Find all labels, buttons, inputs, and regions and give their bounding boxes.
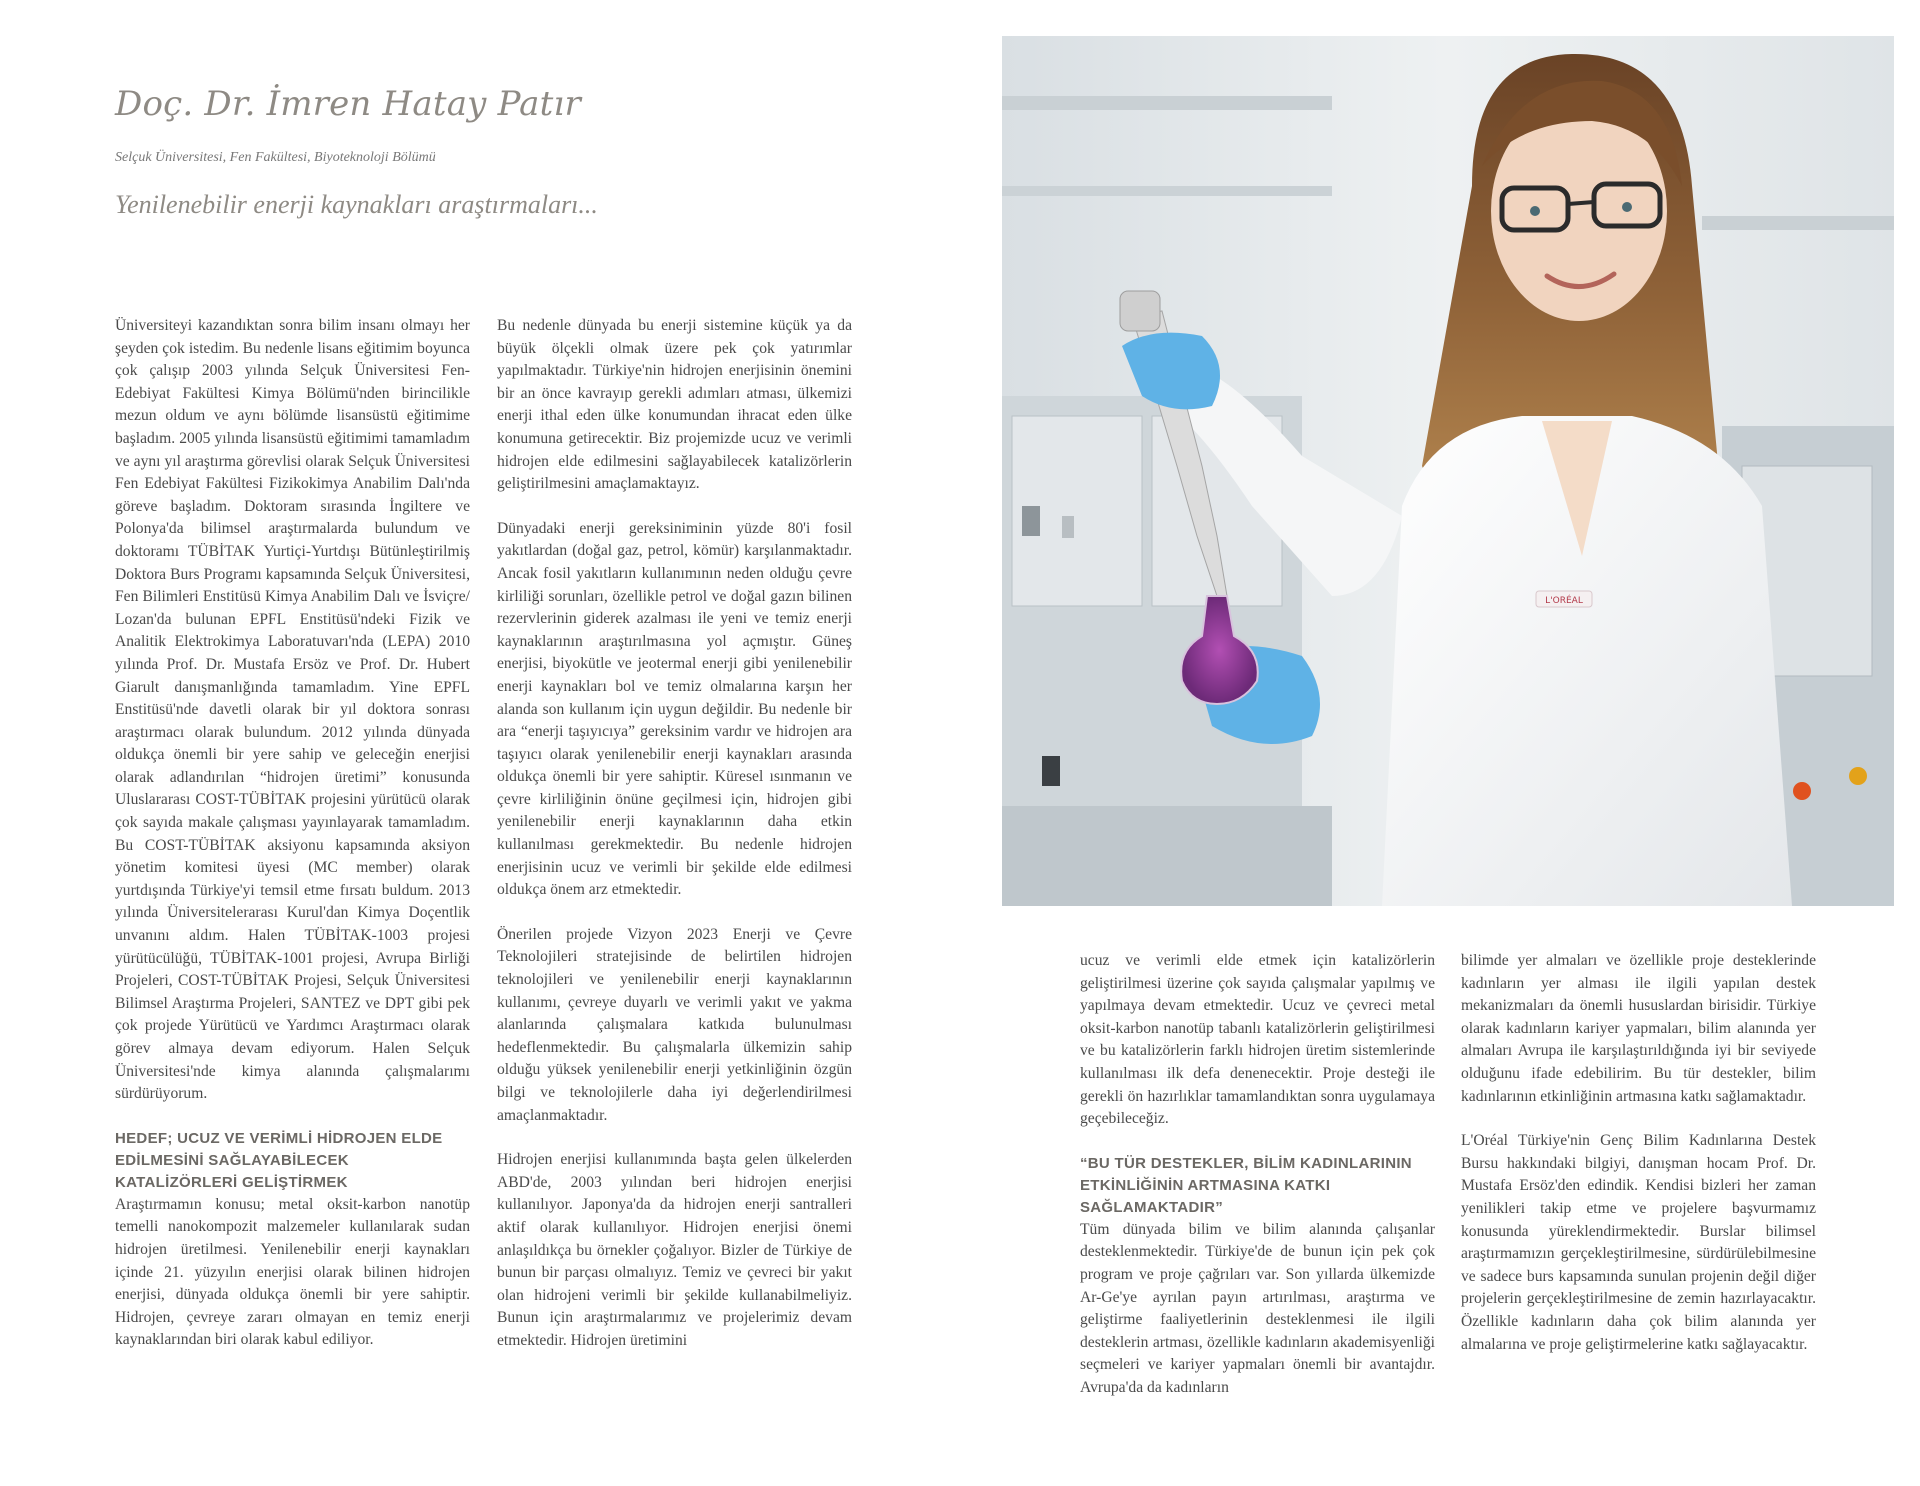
- text-column-2: [497, 315, 852, 1353]
- paragraph: Üniversiteyi kazandıktan sonra bilim insanı olmayı her şeyden çok istedim. Bu nedenle lisans eğitimim boyunca çok çalışıp 2003 yılında Selçuk Üniversitesi Fen-Edebiyat Fakültesi Kimya Bölümü'nden birincilikle mezun oldum ve aynı bölümde lisansüstü eğitimime başladım. 2005 yılında lisansüstü eğitimimi tamamladım ve aynı yıl araştırma görevlisi olarak Selçuk Üniversitesi Fen Edebiyat Fakültesi Fizikokimya Anabilim Dalı'nda göreve başladım. Doktoram sırasında İngiltere ve Polonya'da bilimsel araştırmalarda bulundum ve doktoramı TÜBİTAK Yurtiçi-Yurtdışı Bütünleştirilmiş Doktora Burs Programı kapsamında Selçuk Üniversitesi, Fen Bilimleri Enstitüsü Kimya Anabilim Dalı ve İsviçre/ Lozan'da bulunan EPFL Enstitüsü'ndeki Fizik ve Analitik Elektrokimya Laboratuvarı'nda (LEPA) 2010 yılında Prof. Dr. Mustafa Ersöz ve Prof. Dr. Hubert Giarult danışmanlığında tamamladım. Yine EPFL Enstitüsü'nde davetli olarak bir yıl doktora sonrası araştırmacı olarak bulundum. 2012 yılında dünyada oldukça önemli bir yere sahip ve geleceğin enerjisi olarak adlandırılan “hidrojen üretimi” konusunda Uluslararası COST-TÜBİTAK projesini yürütücü olarak çok sayıda makale çalışması yayınlayarak tamamladım. Bu COST-TÜBİTAK aksiyonu kapsamında aksiyon yönetim komitesi üyesi (MC member) olarak yurtdışında Türkiye'yi temsil etme fırsatı buldum. 2013 yılında Üniversitelerarası Kurul'dan Kimya Doçentlik unvanını aldım. Halen TÜBİTAK-1003 projesi yürütücülüğü, TÜBİTAK-1001 projesi, Avrupa Birliği Projeleri, COST-TÜBİTAK Projesi, Selçuk Üniversitesi Bilimsel Araştırma Projeleri, SANTEZ ve DPT gibi pek çok projede Yürütücü ve Yardımcı Araştırmacı olarak görev almaya devam ediyorum. Halen Selçuk Üniversitesi'nde kimya alanında çalışmalarımı sürdürüyorum.: [115, 317, 470, 1103]
- section-heading: “BU TÜR DESTEKLER, BİLİM KADINLARININ ETKİNLİĞİNİN ARTMASINA KATKI SAĞLAMAKTADIR”: [1080, 1154, 1412, 1216]
- article-subtitle: Yenilenebilir enerji kaynakları araştırmaları...: [115, 190, 598, 219]
- text-column-4: [1461, 950, 1816, 1356]
- paragraph: Önerilen projede Vizyon 2023 Enerji ve Çevre Teknolojileri stratejisinde de belirtilen hidrojen teknolojileri ve yenilenebilir enerji kaynaklarının kullanımı, çevreye duyarlı ve verimli yakıt ve yakma alanlarında çalışmalara katkıda bulunulması hedeflenmektedir. Bu çalışmalarla ülkemizin sahip olduğu yüksek yenilenebilir enerji yetkinliğinin özgün bilgi ve teknolojilerle daha iyi değerlendirilmesi amaçlanmaktadır.: [497, 925, 852, 1124]
- article-title: Doç. Dr. İmren Hatay Patır: [115, 84, 582, 124]
- text-column-1: [115, 315, 470, 1352]
- paragraph: L'Oréal Türkiye'nin Genç Bilim Kadınlarına Destek Bursu hakkındaki bilgiyi, danışman hocam Prof. Dr. Mustafa Ersöz'den edindik. Kendisi bizleri her zaman yenilikleri takip etme ve projelere başvurmamız konusunda yüreklendirmektedir. Burslar bilimsel araştırmamızın gerçekleştirilmesine, sürdürülebilmesine ve sadece burs kapsamında sunulan projenin değil diğer projelerin gerçekleştirilmesine de zemin hazırlayacaktır. Özellikle kadınların daha çok bilim alanında yer almalarına ve proje geliştirmelerine katkı sağlayacaktır.: [1461, 1132, 1816, 1353]
- paragraph: ucuz ve verimli elde etmek için katalizörlerin geliştirilmesi üzerine çok sayıda çalışmalar yapılmış ve yapılmaya devam etmektedir. Ucuz ve çevreci metal oksit-karbon nanotüp tabanlı katalizörlerin geliştirilmesi ve bu katalizörlerin farklı hidrojen üretim sistemlerinde kullanılması ilk defa denenecektir. Proje desteği ile gerekli ön hazırlıklar tamamlandıktan sonra uygulamaya geçebileceğiz.: [1080, 952, 1435, 1128]
- paragraph: Hidrojen enerjisi kullanımında başta gelen ülkelerden ABD'de, 2003 yılından beri hidrojen enerjisi kullanılıyor. Japonya'da da hidrojen enerji santralleri aktif olarak kullanılıyor. Hidrojen enerjisi önemi anlaşıldıkça bu örnekler çoğalıyor. Bizler de Türkiye de bunun bir parçası olmalıyız. Temiz ve çevreci bir yakıt olan hidrojeni verimli bir şekilde kullanabilmeliyiz. Bunun için araştırmalarımız ve projelerimiz devam etmektedir. Hidrojen üretimini: [497, 1151, 852, 1349]
- paragraph: Araştırmamın konusu; metal oksit-karbon nanotüp temelli nanokompozit malzemeler kullanılarak sudan hidrojen üretilmesi. Yenilenebilir enerji kaynakları içinde 21. yüzyılın enerjisi olarak bilinen hidrojen enerjisi, dünyada oldukça önemli bir yere sahiptir. Hidrojen, çevreye zararı olmayan en temiz enerji kaynaklarından biri olarak kabul ediliyor.: [115, 1195, 470, 1349]
- portrait-photo: [1002, 36, 1894, 906]
- paragraph: Bu nedenle dünyada bu enerji sistemine küçük ya da büyük ölçekli olmak üzere pek çok yatırımlar yapılmaktadır. Türkiye'nin hidrojen enerjisinin önemini bir an önce kavrayıp gerekli adımları atması, ülkemizi enerji ithal eden ülke konumundan ihracat eden ülke konumuna getirecektir. Biz projemizde ucuz ve verimli hidrojen elde edilmesini sağlayabilecek katalizörlerin geliştirilmesini amaçlamaktayız.: [497, 317, 852, 493]
- section-heading: HEDEF; UCUZ VE VERİMLİ HİDROJEN ELDE EDİLMESİNİ SAĞLAYABİLECEK KATALİZÖRLERİ GELİŞTİRMEK: [115, 1129, 443, 1191]
- coat-logo-text: L'ORÉAL: [1545, 596, 1583, 606]
- author-affiliation: Selçuk Üniversitesi, Fen Fakültesi, Biyoteknoloji Bölümü: [115, 150, 436, 165]
- text-column-3: [1080, 950, 1435, 1400]
- paragraph: bilimde yer almaları ve özellikle proje desteklerinde kadınların yer alması ile ilgili yapılan destek mekanizmaları da önemli hususlardan birisidir. Türkiye olarak kadınların kariyer yapmaları, bilim alanında yer almaları Avrupa ile karşılaştırıldığında iyi bir seviyede olduğunu ifade edebilirim. Bu tür destekler, bilim kadınlarının etkinliğinin artmasına katkı sağlamaktadır.: [1461, 952, 1816, 1105]
- paragraph: Tüm dünyada bilim ve bilim alanında çalışanlar desteklenmektedir. Türkiye'de de bunun için pek çok program ve proje çağrıları var. Son yıllarda ülkemizde Ar-Ge'ye ayrılan payın artırılması, araştırma ve geliştirme faaliyetlerinin desteklenmesi ile ilgili desteklerin artması, özellikle kadınların akademisyenliği seçmeleri ve kariyer yapmaları önemli bir avantajdır. Avrupa'da da kadınların: [1080, 1220, 1435, 1396]
- paragraph: Dünyadaki enerji gereksiniminin yüzde 80'i fosil yakıtlardan (doğal gaz, petrol, kömür) karşılanmaktadır. Ancak fosil yakıtların kullanımının neden olduğu çevre kirliliği sorunları, özellikle petrol ve doğal gazın bilinen rezervlerinin giderek azalması ile yeni ve temiz enerji kaynaklarının araştırılmasına yol açmıştır. Güneş enerjisi, biyokütle ve jeotermal enerji gibi yenilenebilir enerji kaynakları bol ve temiz olmalarına karşın her alanda son kullanım için uygun değildir. Bu nedenle bir ara “enerji taşıyıcıya” gereksinim vardır ve hidrojen ara taşıyıcı olarak yenilenebilir enerji kaynakları arasında oldukça önemli bir yere sahiptir. Küresel ısınmanın ve çevre kirliliğinin önüne geçilmesi için, hidrojen gibi yenilenebilir enerji kaynaklarının daha etkin kullanılması gerekmektedir. Bu nedenle hidrojen enerjisinin ucuz ve verimli bir şekilde elde edilmesi oldukça önem arz etmektedir.: [497, 519, 852, 899]
